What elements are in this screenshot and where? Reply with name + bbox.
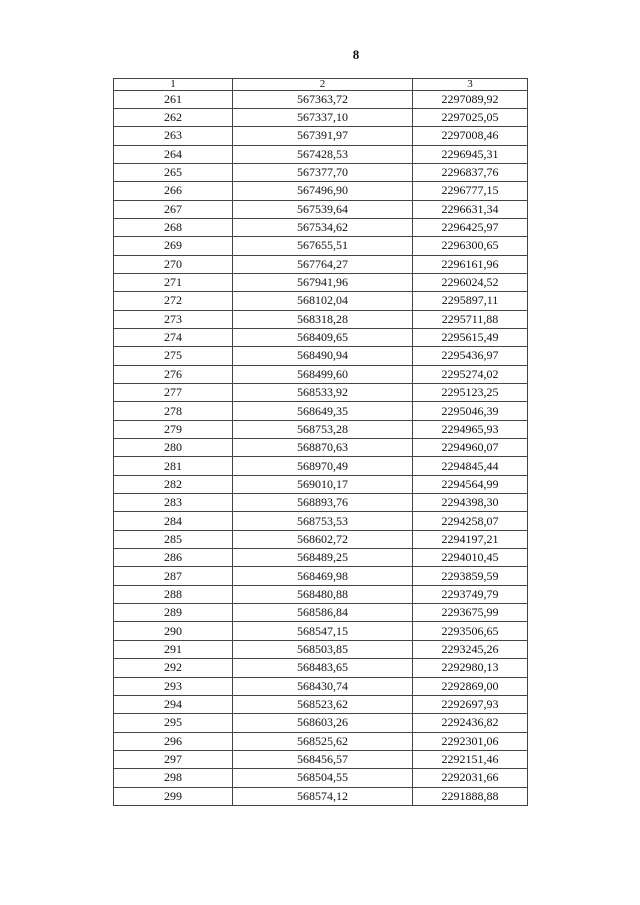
point-number-cell: 284 — [114, 512, 233, 530]
x-coordinate-cell: 567428,53 — [233, 145, 413, 163]
y-coordinate-cell: 2294564,99 — [413, 475, 528, 493]
y-coordinate-cell: 2296631,34 — [413, 200, 528, 218]
x-coordinate-cell: 567539,64 — [233, 200, 413, 218]
y-coordinate-cell: 2296161,96 — [413, 255, 528, 273]
table-row — [114, 494, 528, 512]
table-row — [114, 439, 528, 457]
point-number-cell: 294 — [114, 695, 233, 713]
y-coordinate-cell: 2296777,15 — [413, 182, 528, 200]
table-row — [114, 182, 528, 200]
table-row — [114, 365, 528, 383]
table-row — [114, 714, 528, 732]
y-coordinate-cell: 2295046,39 — [413, 402, 528, 420]
x-coordinate-cell: 568649,35 — [233, 402, 413, 420]
point-number-cell: 283 — [114, 494, 233, 512]
table-row — [114, 622, 528, 640]
table-row — [114, 384, 528, 402]
y-coordinate-cell: 2294960,07 — [413, 439, 528, 457]
point-number-cell: 262 — [114, 108, 233, 126]
x-coordinate-cell: 567377,70 — [233, 163, 413, 181]
y-coordinate-cell: 2294845,44 — [413, 457, 528, 475]
point-number-cell: 271 — [114, 273, 233, 291]
table-row — [114, 604, 528, 622]
y-coordinate-cell: 2292301,06 — [413, 732, 528, 750]
y-coordinate-cell: 2293749,79 — [413, 585, 528, 603]
point-number-cell: 282 — [114, 475, 233, 493]
point-number-cell: 281 — [114, 457, 233, 475]
table-row — [114, 530, 528, 548]
table-row — [114, 200, 528, 218]
point-number-cell: 278 — [114, 402, 233, 420]
table-row — [114, 145, 528, 163]
point-number-cell: 265 — [114, 163, 233, 181]
x-coordinate-cell: 568602,72 — [233, 530, 413, 548]
y-coordinate-cell: 2294258,07 — [413, 512, 528, 530]
column-header-1: 1 — [114, 79, 233, 91]
x-coordinate-cell: 568603,26 — [233, 714, 413, 732]
y-coordinate-cell: 2296837,76 — [413, 163, 528, 181]
x-coordinate-cell: 568430,74 — [233, 677, 413, 695]
x-coordinate-cell: 568483,65 — [233, 659, 413, 677]
table-row — [114, 328, 528, 346]
table-row — [114, 127, 528, 145]
table-row — [114, 347, 528, 365]
coordinates-table — [113, 78, 528, 806]
table-row — [114, 402, 528, 420]
x-coordinate-cell: 568574,12 — [233, 787, 413, 805]
table-row — [114, 750, 528, 768]
point-number-cell: 289 — [114, 604, 233, 622]
table-row — [114, 255, 528, 273]
y-coordinate-cell: 2297025,05 — [413, 108, 528, 126]
point-number-cell: 266 — [114, 182, 233, 200]
x-coordinate-cell: 567363,72 — [233, 90, 413, 108]
x-coordinate-cell: 568503,85 — [233, 640, 413, 658]
point-number-cell: 298 — [114, 769, 233, 787]
table-row — [114, 292, 528, 310]
y-coordinate-cell: 2292436,82 — [413, 714, 528, 732]
y-coordinate-cell: 2296945,31 — [413, 145, 528, 163]
x-coordinate-cell: 568504,55 — [233, 769, 413, 787]
y-coordinate-cell: 2292031,66 — [413, 769, 528, 787]
table-row — [114, 567, 528, 585]
column-header-2: 2 — [233, 79, 413, 91]
x-coordinate-cell: 567496,90 — [233, 182, 413, 200]
x-coordinate-cell: 568753,53 — [233, 512, 413, 530]
point-number-cell: 275 — [114, 347, 233, 365]
x-coordinate-cell: 568456,57 — [233, 750, 413, 768]
y-coordinate-cell: 2295897,11 — [413, 292, 528, 310]
y-coordinate-cell: 2293506,65 — [413, 622, 528, 640]
y-coordinate-cell: 2297089,92 — [413, 90, 528, 108]
y-coordinate-cell: 2296024,52 — [413, 273, 528, 291]
x-coordinate-cell: 568318,28 — [233, 310, 413, 328]
point-number-cell: 291 — [114, 640, 233, 658]
table-row — [114, 769, 528, 787]
x-coordinate-cell: 568490,94 — [233, 347, 413, 365]
point-number-cell: 280 — [114, 439, 233, 457]
table-header-row — [114, 79, 528, 91]
x-coordinate-cell: 568523,62 — [233, 695, 413, 713]
table-row — [114, 659, 528, 677]
x-coordinate-cell: 568547,15 — [233, 622, 413, 640]
point-number-cell: 273 — [114, 310, 233, 328]
x-coordinate-cell: 568409,65 — [233, 328, 413, 346]
y-coordinate-cell: 2294398,30 — [413, 494, 528, 512]
point-number-cell: 293 — [114, 677, 233, 695]
x-coordinate-cell: 568893,76 — [233, 494, 413, 512]
y-coordinate-cell: 2296425,97 — [413, 218, 528, 236]
point-number-cell: 263 — [114, 127, 233, 145]
y-coordinate-cell: 2297008,46 — [413, 127, 528, 145]
table-row — [114, 475, 528, 493]
y-coordinate-cell: 2292869,00 — [413, 677, 528, 695]
point-number-cell: 274 — [114, 328, 233, 346]
point-number-cell: 279 — [114, 420, 233, 438]
x-coordinate-cell: 567391,97 — [233, 127, 413, 145]
y-coordinate-cell: 2294197,21 — [413, 530, 528, 548]
point-number-cell: 264 — [114, 145, 233, 163]
table-row — [114, 218, 528, 236]
y-coordinate-cell: 2294965,93 — [413, 420, 528, 438]
table-row — [114, 640, 528, 658]
point-number-cell: 272 — [114, 292, 233, 310]
table-row — [114, 549, 528, 567]
point-number-cell: 287 — [114, 567, 233, 585]
table-row — [114, 420, 528, 438]
y-coordinate-cell: 2292151,46 — [413, 750, 528, 768]
x-coordinate-cell: 568753,28 — [233, 420, 413, 438]
y-coordinate-cell: 2293245,26 — [413, 640, 528, 658]
x-coordinate-cell: 568480,88 — [233, 585, 413, 603]
table-row — [114, 108, 528, 126]
point-number-cell: 295 — [114, 714, 233, 732]
column-header-3: 3 — [413, 79, 528, 91]
point-number-cell: 285 — [114, 530, 233, 548]
point-number-cell: 277 — [114, 384, 233, 402]
x-coordinate-cell: 567655,51 — [233, 237, 413, 255]
y-coordinate-cell: 2291888,88 — [413, 787, 528, 805]
x-coordinate-cell: 568469,98 — [233, 567, 413, 585]
table-row — [114, 273, 528, 291]
x-coordinate-cell: 567941,96 — [233, 273, 413, 291]
point-number-cell: 267 — [114, 200, 233, 218]
point-number-cell: 297 — [114, 750, 233, 768]
point-number-cell: 268 — [114, 218, 233, 236]
y-coordinate-cell: 2296300,65 — [413, 237, 528, 255]
point-number-cell: 269 — [114, 237, 233, 255]
point-number-cell: 270 — [114, 255, 233, 273]
page-number: 8 — [352, 47, 360, 62]
x-coordinate-cell: 568102,04 — [233, 292, 413, 310]
point-number-cell: 290 — [114, 622, 233, 640]
table-row — [114, 163, 528, 181]
x-coordinate-cell: 568499,60 — [233, 365, 413, 383]
y-coordinate-cell: 2295615,49 — [413, 328, 528, 346]
x-coordinate-cell: 568970,49 — [233, 457, 413, 475]
y-coordinate-cell: 2292697,93 — [413, 695, 528, 713]
point-number-cell: 288 — [114, 585, 233, 603]
point-number-cell: 261 — [114, 90, 233, 108]
table-row — [114, 732, 528, 750]
x-coordinate-cell: 568489,25 — [233, 549, 413, 567]
y-coordinate-cell: 2293859,59 — [413, 567, 528, 585]
table-row — [114, 585, 528, 603]
table-row — [114, 677, 528, 695]
y-coordinate-cell: 2294010,45 — [413, 549, 528, 567]
x-coordinate-cell: 567764,27 — [233, 255, 413, 273]
table-row — [114, 695, 528, 713]
table-row — [114, 457, 528, 475]
point-number-cell: 276 — [114, 365, 233, 383]
table-row — [114, 512, 528, 530]
x-coordinate-cell: 569010,17 — [233, 475, 413, 493]
table-row — [114, 310, 528, 328]
x-coordinate-cell: 568525,62 — [233, 732, 413, 750]
table-row — [114, 237, 528, 255]
table-body — [114, 90, 528, 805]
y-coordinate-cell: 2293675,99 — [413, 604, 528, 622]
y-coordinate-cell: 2295123,25 — [413, 384, 528, 402]
y-coordinate-cell: 2295711,88 — [413, 310, 528, 328]
y-coordinate-cell: 2292980,13 — [413, 659, 528, 677]
x-coordinate-cell: 568586,84 — [233, 604, 413, 622]
point-number-cell: 286 — [114, 549, 233, 567]
point-number-cell: 296 — [114, 732, 233, 750]
point-number-cell: 299 — [114, 787, 233, 805]
y-coordinate-cell: 2295436,97 — [413, 347, 528, 365]
x-coordinate-cell: 568533,92 — [233, 384, 413, 402]
table-row — [114, 787, 528, 805]
x-coordinate-cell: 567534,62 — [233, 218, 413, 236]
point-number-cell: 292 — [114, 659, 233, 677]
x-coordinate-cell: 568870,63 — [233, 439, 413, 457]
y-coordinate-cell: 2295274,02 — [413, 365, 528, 383]
x-coordinate-cell: 567337,10 — [233, 108, 413, 126]
table-row — [114, 90, 528, 108]
